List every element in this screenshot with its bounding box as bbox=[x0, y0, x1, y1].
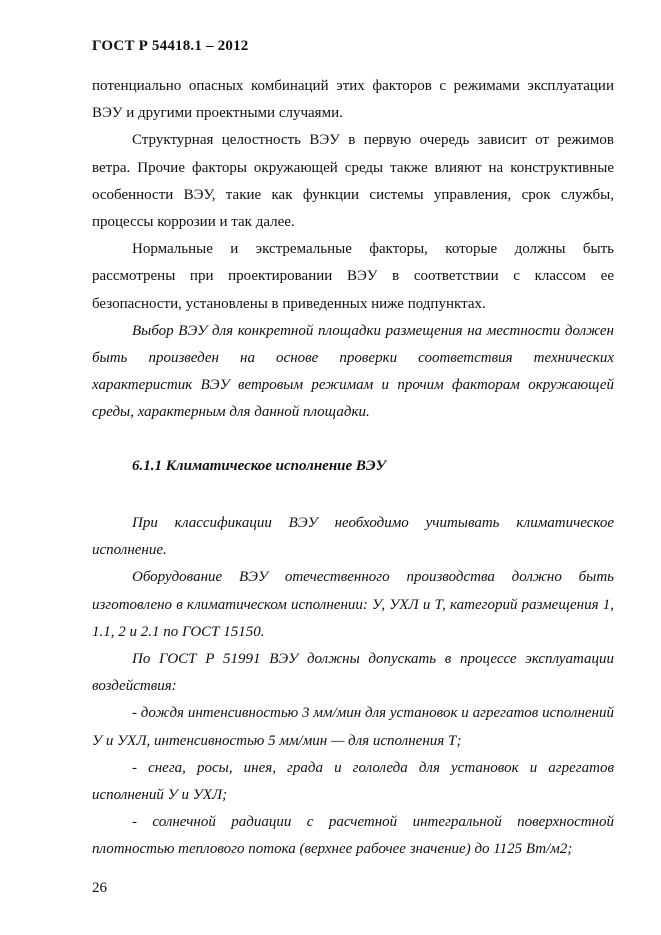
list-item-rain: - дождя интенсивностью 3 мм/мин для установок и агрегатов исполнений У и УХЛ, интенсивностью 5 мм/мин — для исполнения Т; bbox=[92, 705, 614, 749]
paragraph-classification: При классификации ВЭУ необходимо учитывать климатическое исполнение. bbox=[92, 515, 614, 559]
paragraph-structural-integrity: Структурная целостность ВЭУ в первую очередь зависит от режимов ветра. Прочие факторы окружающей среды также влияют на конструктивные особенности ВЭУ, такие как функции системы управления, срок службы, процессы коррозии и так далее. bbox=[92, 132, 614, 231]
body-text-section bbox=[92, 510, 614, 864]
section-heading: 6.1.1 Климатическое исполнение ВЭУ bbox=[132, 458, 387, 474]
body-text-top bbox=[92, 73, 614, 427]
paragraph-normal-extreme-factors: Нормальные и экстремальные факторы, которые должны быть рассмотрены при проектировании ВЭУ в соответствии с классом ее безопасности, установлены в приведенных ниже подпунктах. bbox=[92, 241, 614, 312]
document-header: ГОСТ Р 54418.1 – 2012 bbox=[92, 38, 249, 54]
paragraph-equipment: Оборудование ВЭУ отечественного производства должно быть изготовлено в климатическом исполнении: У, УХЛ и Т, категорий размещения 1, 1.1, 2 и 2.1 по ГОСТ 15150. bbox=[92, 569, 614, 640]
page-number: 26 bbox=[92, 880, 107, 896]
paragraph-site-selection: Выбор ВЭУ для конкретной площадки размещения на местности должен быть произведен на основе проверки соответствия технических характеристик ВЭУ ветровым режимам и прочим факторам окружающей среды, характерным для данной площадки. bbox=[92, 322, 614, 421]
list-item-solar: - солнечной радиации с расчетной интегральной поверхностной плотностью теплового потока (верхнее рабочее значение) до 1125 Вт/м2; bbox=[92, 814, 614, 858]
paragraph-impacts-intro: По ГОСТ Р 51991 ВЭУ должны допускать в процессе эксплуатации воздействия: bbox=[92, 651, 614, 695]
paragraph-continuation: потенциально опасных комбинаций этих факторов с режимами эксплуатации ВЭУ и другими проектными случаями. bbox=[92, 78, 614, 122]
list-item-snow: - снега, росы, инея, града и гололеда для установок и агрегатов исполнений У и УХЛ; bbox=[92, 759, 614, 804]
